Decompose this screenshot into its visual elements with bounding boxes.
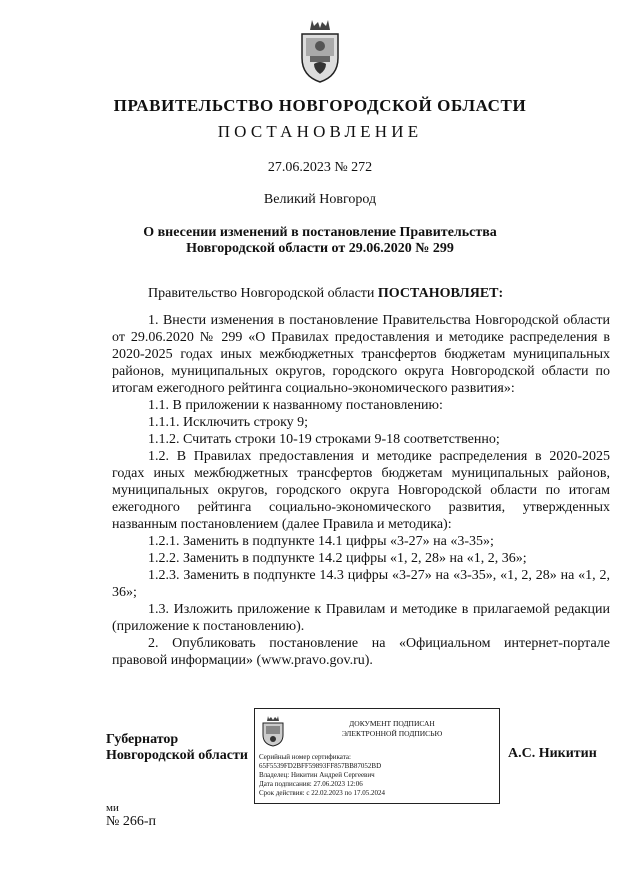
paragraph-1-1-2: 1.1.2. Считать строки 10-19 строками 9-18 соответственно; xyxy=(148,432,500,447)
paragraph-1-2-3: 1.2.3. Заменить в подпункте 14.3 цифры «3-27» на «3-35», «1, 2, 28» на «1, 2, 36»; xyxy=(112,568,610,600)
paragraph-1-2: 1.2. В Правилах предоставления и методике распределения в 2020-2025 годах иных межбюджетных трансфертов бюджетам муниципальных районов, муниципальных округов, городского округа Новгородской области по итогам ежегодного рейтинга социально-экономического развития, утвержденных названным постановлением (далее Правила и методика): xyxy=(112,449,610,532)
paragraph-1-3: 1.3. Изложить приложение к Правилам и методике в прилагаемой редакции (приложение к постановлению). xyxy=(112,602,610,634)
document-body xyxy=(112,285,610,669)
signatory-role-line-1: Губернатор xyxy=(106,732,179,747)
intro-text: Правительство Новгородской области xyxy=(148,286,375,301)
stamp-title-line-2: ЭЛЕКТРОННОЙ ПОДПИСЬЮ xyxy=(341,729,443,738)
government-title: ПРАВИТЕЛЬСТВО НОВГОРОДСКОЙ ОБЛАСТИ xyxy=(113,96,527,115)
signatory-name: А.С. Никитин xyxy=(508,746,597,761)
document-city: Великий Новгород xyxy=(263,192,377,207)
registration-number: № 266-п xyxy=(106,814,157,829)
subject-line-1: О внесении изменений в постановление Правительства xyxy=(143,225,497,240)
document-subject xyxy=(140,225,500,257)
electronic-signature-stamp xyxy=(254,708,500,804)
paragraph-1-1: 1.1. В приложении к названному постановлению: xyxy=(148,398,443,413)
intro-bold: ПОСТАНОВЛЯЕТ: xyxy=(377,286,504,301)
stamp-serial-label: Серийный номер сертификата: xyxy=(259,753,351,761)
coat-of-arms-icon xyxy=(296,18,344,84)
paragraph-1-2-1: 1.2.1. Заменить в подпункте 14.1 цифры «3-27» на «3-35»; xyxy=(148,534,494,549)
stamp-owner: Владелец: Никитин Андрей Сергеевич xyxy=(259,771,375,779)
stamp-validity: Срок действия: с 22.02.2023 по 17.05.2024 xyxy=(259,789,385,797)
document-date-number: 27.06.2023 № 272 xyxy=(267,160,373,175)
stamp-title xyxy=(291,719,493,739)
paragraph-1-1-1: 1.1.1. Исключить строку 9; xyxy=(148,415,309,430)
resolution-intro xyxy=(112,285,610,302)
paragraph-1-2-2: 1.2.2. Заменить в подпункте 14.2 цифры «1, 2, 28» на «1, 2, 36»; xyxy=(148,551,527,566)
document-type: ПОСТАНОВЛЕНИЕ xyxy=(217,122,423,141)
signatory-role xyxy=(106,732,248,764)
stamp-serial: 65F5539FD2BFF59893FF857BB87052BD xyxy=(259,762,382,770)
stamp-crest-icon xyxy=(261,715,285,747)
stamp-title-line-1: ДОКУМЕНТ ПОДПИСАН xyxy=(349,719,435,728)
paragraph-2: 2. Опубликовать постановление на «Официальном интернет-портале правовой информации» (www.pravo.gov.ru). xyxy=(112,636,610,668)
signatory-role-line-2: Новгородской области xyxy=(106,748,248,763)
paragraph-1: 1. Внести изменения в постановление Правительства Новгородской области от 29.06.2020 № 299 «О Правилах предоставления и методике распределения в 2020-2025 годах иных межбюджетных трансфертов бюджетам муниципальных районов, муниципальных округов, городского округа Новгородской области по итогам ежегодного рейтинга социально-экономического развития»: xyxy=(112,313,610,396)
subject-line-2: Новгородской области от 29.06.2020 № 299 xyxy=(186,241,454,256)
executor-initials: ми xyxy=(106,802,119,814)
stamp-signed-date: Дата подписания: 27.06.2023 12:06 xyxy=(259,780,363,788)
stamp-details xyxy=(259,753,497,798)
